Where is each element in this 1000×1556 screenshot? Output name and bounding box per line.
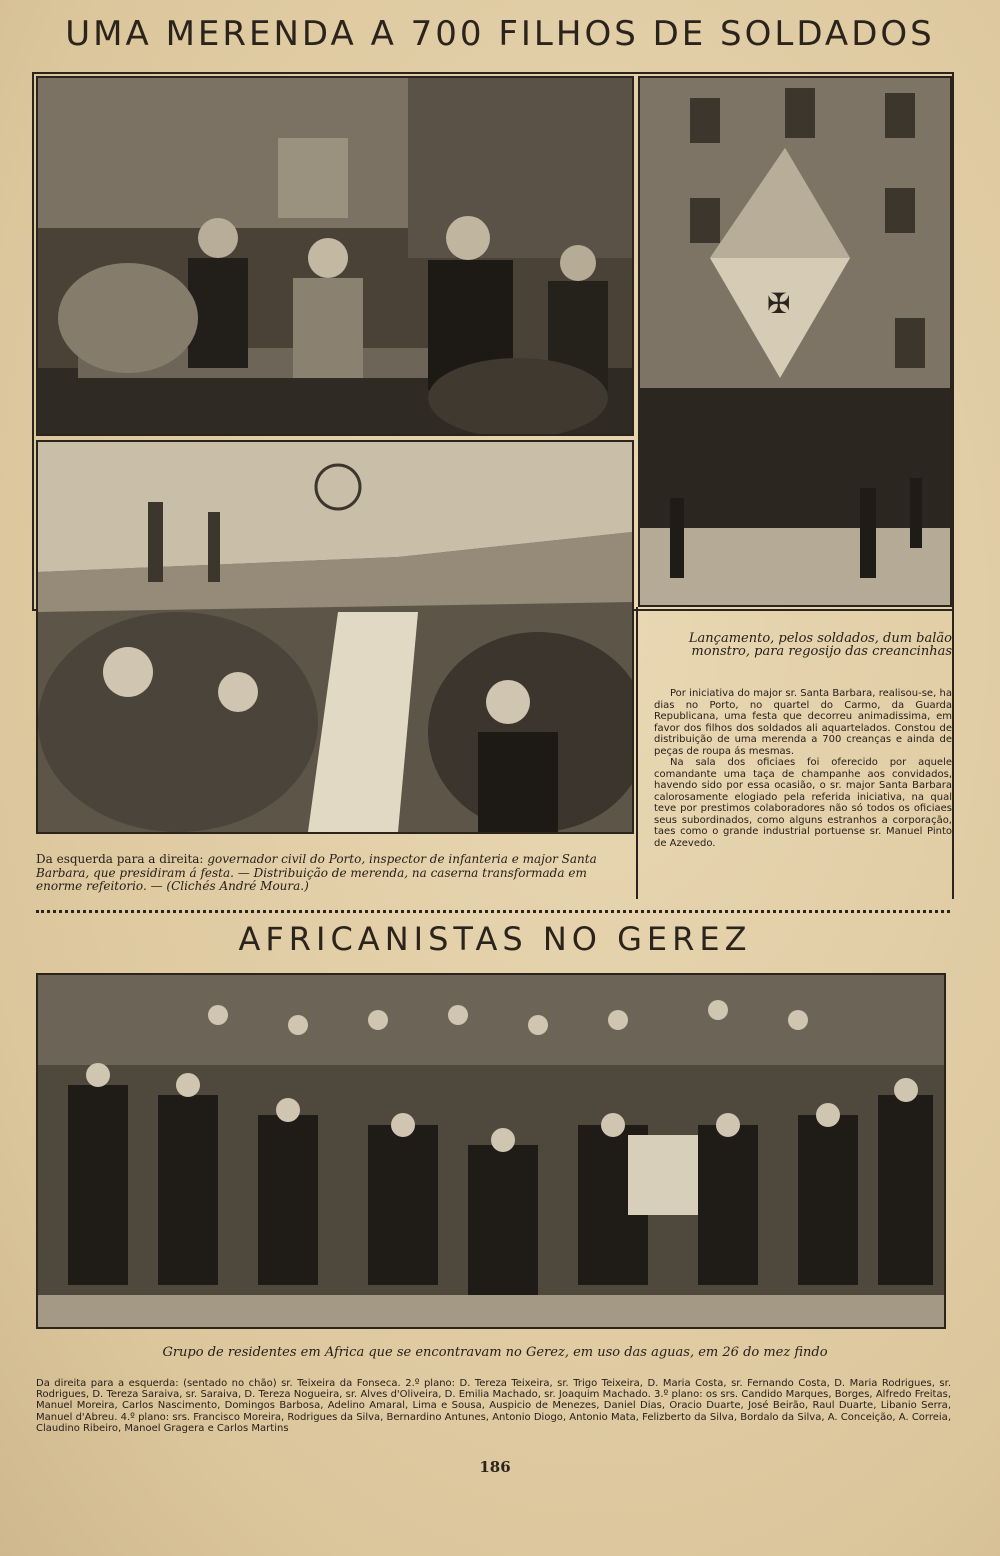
group-photo (36, 973, 946, 1329)
group-caption: Grupo de residentes em Africa que se encontravam no Gerez, em uso das aguas, em 26 do mez findo (162, 1345, 828, 1360)
svg-text:✠: ✠ (767, 287, 791, 320)
names-list: Da direita para a esquerda: (sentado no chão) sr. Teixeira da Fonseca. 2.º plano: D. Tereza Teixeira, sr. Trigo Teixeira, D. Maria Costa, sr. Fernando Costa, D. Maria Rodrigues, sr. Rodrigues, D. Tereza Saraiva, sr. Saraiva, D. Tereza Nogueira, sr. Alves d'Oliveira, D. Emilia Machado, sr. Joaquim Machado. 3.º plano: os srs. Candido Marques, Borges, Alfredo Freitas, Manuel Moreira, Carlos Nascimento, Domingos Barbosa, Adelino Amaral, Lima e Sousa, Auspicio de Menezes, Daniel Dias, Oracio Duarte, José Beirão, Raul Duarte, Libanio Serra, Manuel d'Abreu. 4.º plano: srs. Francisco Moreira, Rodrigues da Silva, Bernardino Antunes, Antonio Diogo, Antonio Mata, Felizberto da Silva, Bordalo da Silva, A. Conceição, A. Correia, Claudino Ribeiro, Manoel Gragera e Carlos Martins (36, 1378, 951, 1434)
officials-photo-icon (38, 78, 632, 434)
balloon-caption-title: Lançamento, pelos soldados, dum balão monstro, para regosijo das creancinhas (688, 631, 952, 659)
group-photo-icon (38, 975, 944, 1327)
banquet-photo (36, 440, 634, 834)
officials-photo (36, 76, 634, 436)
officials-caption (36, 853, 636, 894)
section-divider (36, 910, 950, 913)
article-paragraph: Por iniciativa do major sr. Santa Barbara, realisou-se, ha dias no Porto, no quartel do Carmo, da Guarda Republicana, uma festa que decorreu animadissima, em favor dos filhos dos soldados ali aquartelados. Constou de distribuição de uma merenda a 700 creanças e ainda de peças de roupa ás mesmas. (654, 688, 952, 757)
balloon-photo (638, 76, 952, 607)
caption-text: governador civil do Porto, inspector de infanteria e major Santa Barbara, que presidiram á festa. — Distribuição de merenda, na caserna transformada em enorme refeitorio. — (Clichés André Moura.) (36, 852, 597, 893)
page-title: UMA MERENDA A 700 FILHOS DE SOLDADOS (65, 14, 935, 54)
banquet-photo-icon (38, 442, 632, 832)
page-number: 186 (479, 1458, 511, 1476)
caption-lead: Da esquerda para a direita: (36, 852, 204, 866)
section-title: AFRICANISTAS NO GEREZ (238, 920, 752, 958)
article-paragraph: Na sala dos oficiaes foi oferecido por aquele comandante uma taça de champanhe aos convidados, havendo sido por essa ocasião, o sr. major Santa Barbara calorosamente elogiado pela referida iniciativa, na qual teve por prestimos colaboradores não só todos os oficiaes seus subordinados, como alguns estranhos a corporação, taes como o grande industrial portuense sr. Manuel Pinto de Azevedo. (654, 757, 952, 849)
balloon-article (654, 688, 952, 849)
balloon-photo-icon (640, 78, 950, 605)
